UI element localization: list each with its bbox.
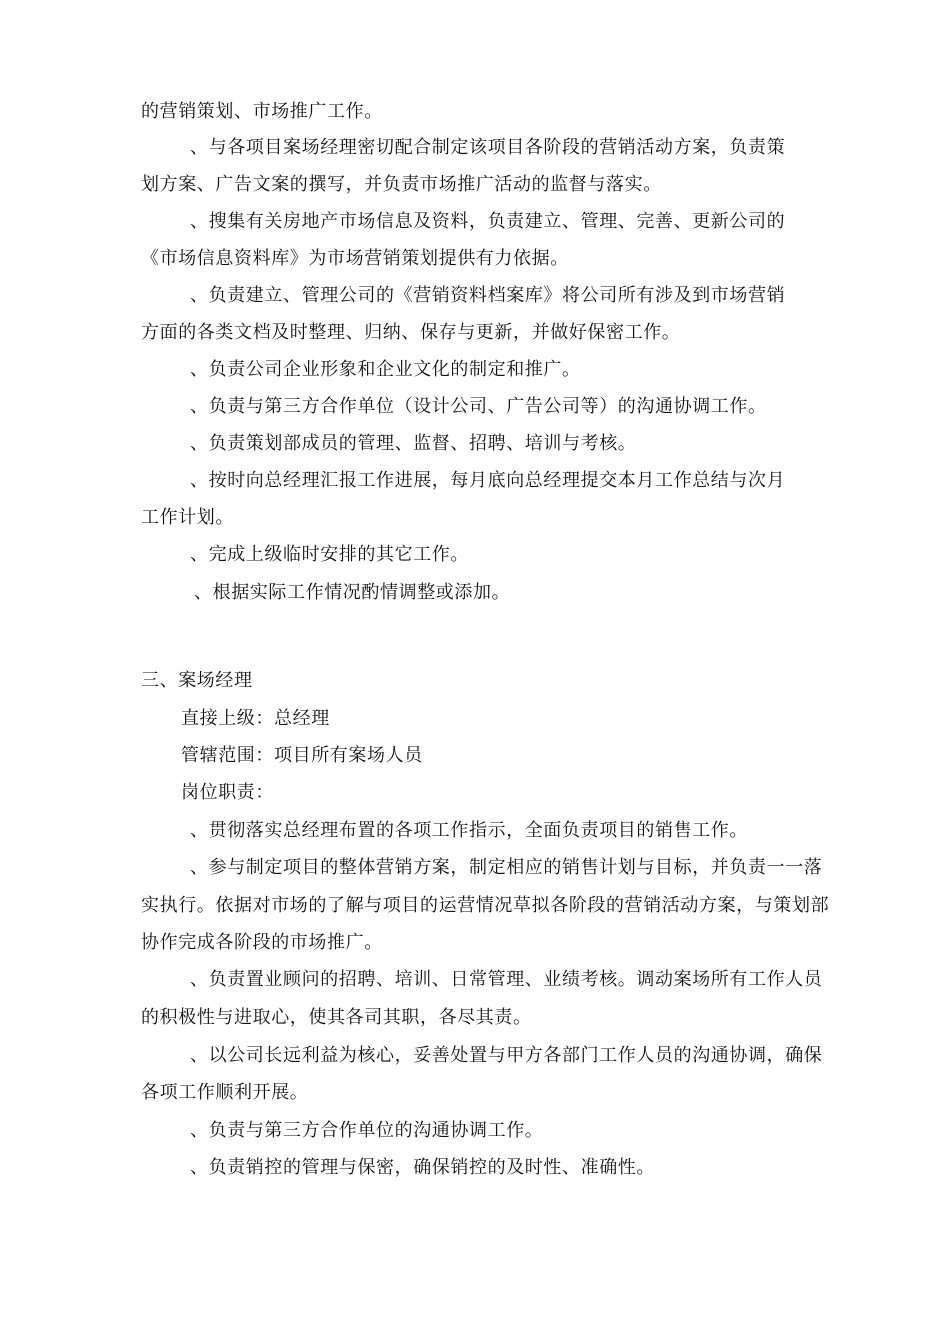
paragraph-line: 、负责建立、管理公司的《营销资料档案库》将公司所有涉及到市场营销: [190, 285, 786, 306]
paragraph-line: 的营销策划、市场推广工作。: [141, 101, 383, 122]
duty-line: 、负责置业顾问的招聘、培训、日常管理、业绩考核。调动案场所有工作人员: [190, 969, 823, 990]
paragraph-line: 工作计划。: [141, 507, 234, 528]
paragraph-line: 方面的各类文档及时整理、归纳、保存与更新，并做好保密工作。: [141, 322, 681, 343]
paragraph-line: 《市场信息资料库》为市场营销策划提供有力依据。: [141, 248, 569, 269]
duty-line: 实执行。依据对市场的了解与项目的运营情况草拟各阶段的营销活动方案，与策划部: [141, 895, 830, 916]
duty-line: 的积极性与进取心，使其各司其职，各尽其责。: [141, 1007, 532, 1028]
superior-line: 直接上级：总经理: [181, 708, 330, 729]
duty-line: 各项工作顺利开展。: [141, 1082, 309, 1103]
section-heading: 三、案场经理: [141, 670, 253, 691]
duty-line: 、负责销控的管理与保密，确保销控的及时性、准确性。: [190, 1157, 655, 1178]
duties-label: 岗位职责：: [181, 782, 274, 803]
duty-line: 、参与制定项目的整体营销方案，制定相应的销售计划与目标，并负责一一落: [190, 857, 823, 878]
scope-line: 管辖范围：项目所有案场人员: [181, 745, 423, 766]
paragraph-line: 、完成上级临时安排的其它工作。: [190, 544, 469, 565]
duty-line: 协作完成各阶段的市场推广。: [141, 932, 383, 953]
paragraph-line: 、根据实际工作情况酌情调整或添加。: [194, 582, 511, 603]
duty-line: 、以公司长远利益为核心，妥善处置与甲方各部门工作人员的沟通协调，确保: [190, 1045, 823, 1066]
paragraph-line: 、负责公司企业形象和企业文化的制定和推广。: [190, 359, 581, 380]
paragraph-line: 、按时向总经理汇报工作进展，每月底向总经理提交本月工作总结与次月: [190, 470, 786, 491]
paragraph-line: 、负责与第三方合作单位（设计公司、广告公司等）的沟通协调工作。: [190, 396, 767, 417]
duty-line: 、负责与第三方合作单位的沟通协调工作。: [190, 1120, 544, 1141]
duty-line: 、贯彻落实总经理布置的各项工作指示，全面负责项目的销售工作。: [190, 820, 748, 841]
paragraph-line: 、负责策划部成员的管理、监督、招聘、培训与考核。: [190, 433, 637, 454]
paragraph-line: 、与各项目案场经理密切配合制定该项目各阶段的营销活动方案，负责策: [190, 137, 786, 158]
paragraph-line: 划方案、广告文案的撰写，并负责市场推广活动的监督与落实。: [141, 174, 662, 195]
paragraph-line: 、搜集有关房地产市场信息及资料，负责建立、管理、完善、更新公司的: [190, 211, 786, 232]
